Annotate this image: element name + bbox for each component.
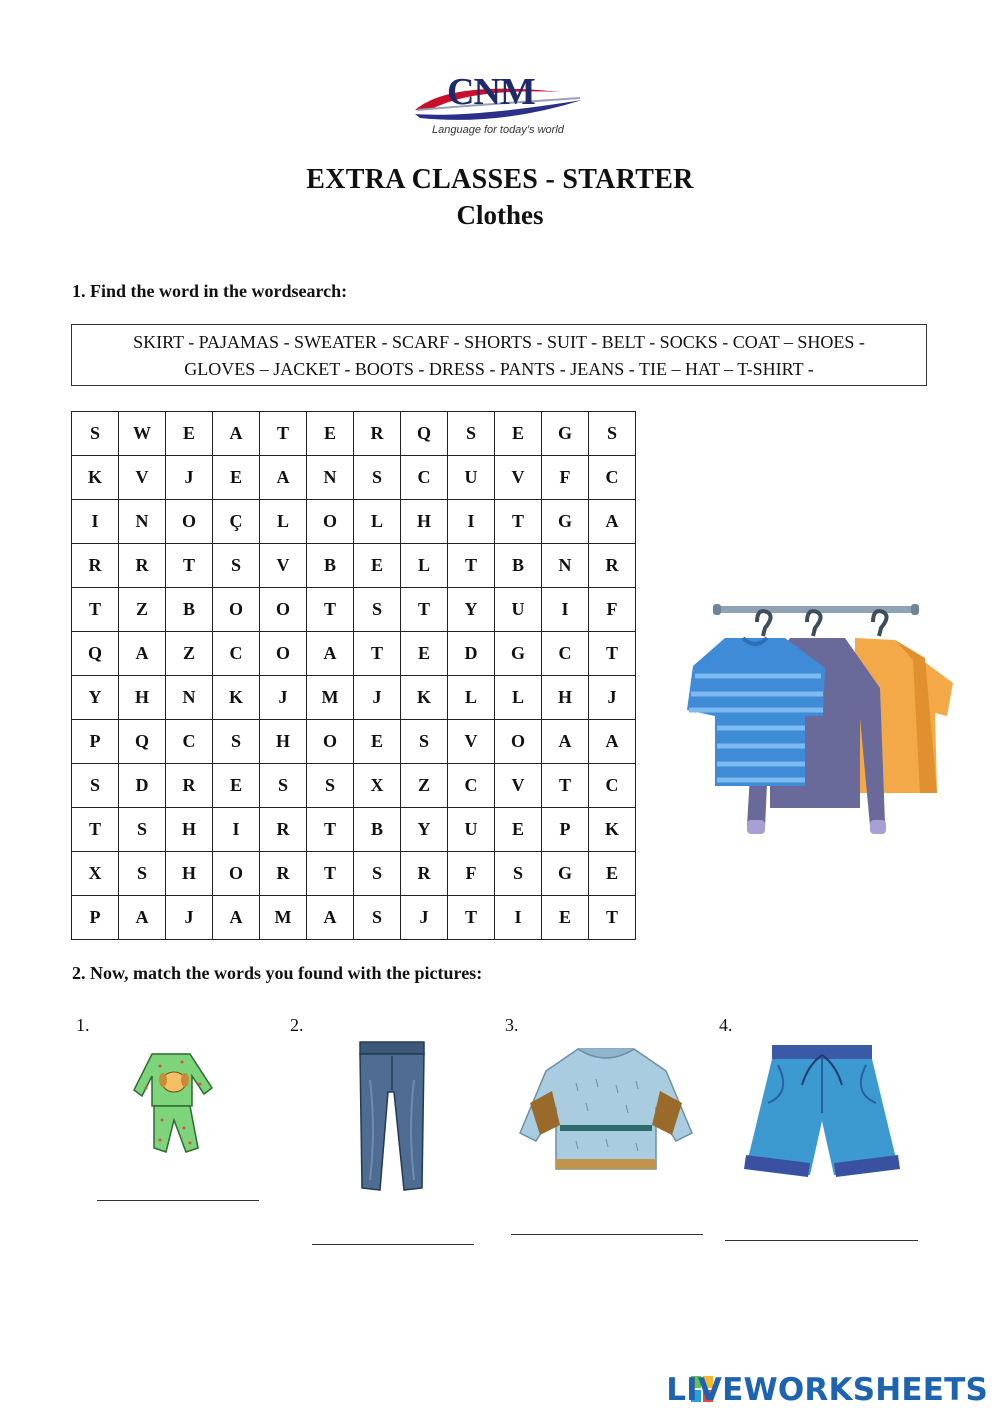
- wordsearch-cell[interactable]: M: [307, 676, 354, 720]
- wordsearch-cell[interactable]: E: [354, 720, 401, 764]
- wordsearch-cell[interactable]: E: [495, 808, 542, 852]
- wordsearch-cell[interactable]: R: [589, 544, 636, 588]
- wordsearch-cell[interactable]: Ç: [213, 500, 260, 544]
- wordsearch-cell[interactable]: I: [448, 500, 495, 544]
- wordsearch-cell[interactable]: S: [589, 412, 636, 456]
- wordsearch-cell[interactable]: O: [166, 500, 213, 544]
- section1-instruction: 1. Find the word in the wordsearch:: [72, 281, 348, 301]
- wordsearch-cell[interactable]: A: [213, 412, 260, 456]
- wordsearch-cell[interactable]: Y: [72, 676, 119, 720]
- wordsearch-cell[interactable]: T: [354, 632, 401, 676]
- wordsearch-cell[interactable]: A: [260, 456, 307, 500]
- wordsearch-cell[interactable]: A: [589, 500, 636, 544]
- wordsearch-cell[interactable]: E: [495, 412, 542, 456]
- wordsearch-row: [72, 500, 636, 544]
- wordsearch-cell[interactable]: T: [589, 632, 636, 676]
- wordsearch-cell[interactable]: E: [213, 456, 260, 500]
- wordsearch-cell[interactable]: A: [119, 632, 166, 676]
- item-number-2: 2.: [290, 1015, 304, 1035]
- wordsearch-cell[interactable]: J: [166, 896, 213, 940]
- wordsearch-cell[interactable]: I: [72, 500, 119, 544]
- wordsearch-cell[interactable]: M: [260, 896, 307, 940]
- wordsearch-row: [72, 852, 636, 896]
- wordsearch-cell[interactable]: S: [213, 720, 260, 764]
- wordsearch-cell[interactable]: N: [307, 456, 354, 500]
- wordsearch-cell[interactable]: F: [448, 852, 495, 896]
- wordsearch-cell[interactable]: S: [354, 896, 401, 940]
- word-list-line-2: GLOVES – JACKET - BOOTS - DRESS - PANTS - JEANS - TIE – HAT – T-SHIRT -: [184, 359, 814, 379]
- section2-instruction: 2. Now, match the words you found with the pictures:: [72, 963, 483, 983]
- wordsearch-row: [72, 720, 636, 764]
- wordsearch-cell[interactable]: L: [495, 676, 542, 720]
- wordsearch-cell[interactable]: Z: [166, 632, 213, 676]
- wordsearch-cell[interactable]: L: [260, 500, 307, 544]
- word-list-line-1: SKIRT - PAJAMAS - SWEATER - SCARF - SHORTS - SUIT - BELT - SOCKS - COAT – SHOES -: [133, 332, 865, 352]
- answer-line-4[interactable]: [725, 1240, 918, 1241]
- wordsearch-cell[interactable]: S: [119, 808, 166, 852]
- wordsearch-cell[interactable]: K: [213, 676, 260, 720]
- wordsearch-cell[interactable]: L: [401, 544, 448, 588]
- wordsearch-cell[interactable]: K: [589, 808, 636, 852]
- wordsearch-cell[interactable]: Z: [119, 588, 166, 632]
- wordsearch-cell[interactable]: V: [495, 456, 542, 500]
- wordsearch-cell[interactable]: H: [542, 676, 589, 720]
- wordsearch-cell[interactable]: L: [448, 676, 495, 720]
- wordsearch-cell[interactable]: T: [307, 852, 354, 896]
- wordsearch-cell[interactable]: T: [589, 896, 636, 940]
- wordsearch-cell[interactable]: J: [166, 456, 213, 500]
- wordsearch-cell[interactable]: U: [448, 808, 495, 852]
- wordsearch-cell[interactable]: A: [542, 720, 589, 764]
- wordsearch-cell[interactable]: A: [589, 720, 636, 764]
- wordsearch-cell[interactable]: W: [119, 412, 166, 456]
- wordsearch-cell[interactable]: E: [542, 896, 589, 940]
- wordsearch-cell[interactable]: E: [166, 412, 213, 456]
- wordsearch-cell[interactable]: O: [307, 500, 354, 544]
- wordsearch-cell[interactable]: G: [542, 412, 589, 456]
- wordsearch-cell[interactable]: A: [307, 632, 354, 676]
- wordsearch-cell[interactable]: G: [542, 852, 589, 896]
- wordsearch-cell[interactable]: V: [448, 720, 495, 764]
- wordsearch-cell[interactable]: C: [448, 764, 495, 808]
- wordsearch-cell[interactable]: E: [589, 852, 636, 896]
- wordsearch-cell[interactable]: B: [166, 588, 213, 632]
- wordsearch-row: [72, 632, 636, 676]
- wordsearch-cell[interactable]: T: [448, 544, 495, 588]
- sweater-icon: [516, 1043, 696, 1175]
- wordsearch-cell[interactable]: A: [307, 896, 354, 940]
- wordsearch-cell[interactable]: O: [495, 720, 542, 764]
- wordsearch-cell[interactable]: K: [401, 676, 448, 720]
- wordsearch-cell[interactable]: D: [119, 764, 166, 808]
- item-number-3: 3.: [505, 1015, 519, 1035]
- wordsearch-cell[interactable]: C: [589, 764, 636, 808]
- wordsearch-cell[interactable]: T: [401, 588, 448, 632]
- wordsearch-cell[interactable]: O: [260, 632, 307, 676]
- wordsearch-cell[interactable]: R: [72, 544, 119, 588]
- logo-text: CNM: [447, 71, 535, 113]
- wordsearch-cell[interactable]: R: [119, 544, 166, 588]
- wordsearch-cell[interactable]: T: [448, 896, 495, 940]
- answer-line-2[interactable]: [312, 1244, 474, 1245]
- item-number-1: 1.: [76, 1015, 90, 1035]
- wordsearch-cell[interactable]: V: [260, 544, 307, 588]
- wordsearch-cell[interactable]: S: [354, 456, 401, 500]
- pants-icon: [352, 1040, 432, 1195]
- page-subtitle: Clothes: [456, 200, 544, 230]
- wordsearch-cell[interactable]: F: [542, 456, 589, 500]
- wordsearch-cell[interactable]: T: [495, 500, 542, 544]
- wordsearch-cell[interactable]: H: [401, 500, 448, 544]
- item-number-4: 4.: [719, 1015, 733, 1035]
- wordsearch-cell[interactable]: Y: [448, 588, 495, 632]
- wordsearch-cell[interactable]: T: [260, 412, 307, 456]
- wordsearch-cell[interactable]: B: [495, 544, 542, 588]
- wordsearch-cell[interactable]: Q: [119, 720, 166, 764]
- wordsearch-cell[interactable]: S: [72, 412, 119, 456]
- wordsearch-row: [72, 588, 636, 632]
- wordsearch-cell[interactable]: C: [166, 720, 213, 764]
- wordsearch-cell[interactable]: G: [495, 632, 542, 676]
- word-list-box: [71, 324, 927, 386]
- wordsearch-cell[interactable]: S: [72, 764, 119, 808]
- wordsearch-cell[interactable]: I: [495, 896, 542, 940]
- wordsearch-cell[interactable]: T: [72, 808, 119, 852]
- wordsearch-cell[interactable]: C: [213, 632, 260, 676]
- wordsearch-cell[interactable]: T: [307, 588, 354, 632]
- wordsearch-cell[interactable]: I: [213, 808, 260, 852]
- wordsearch-cell[interactable]: X: [72, 852, 119, 896]
- wordsearch-cell[interactable]: J: [260, 676, 307, 720]
- wordsearch-cell[interactable]: T: [542, 764, 589, 808]
- page-title: EXTRA CLASSES - STARTER: [306, 164, 694, 195]
- wordsearch-cell[interactable]: E: [354, 544, 401, 588]
- wordsearch-cell[interactable]: V: [119, 456, 166, 500]
- wordsearch-cell[interactable]: A: [119, 896, 166, 940]
- wordsearch-cell[interactable]: B: [307, 544, 354, 588]
- wordsearch-cell[interactable]: S: [354, 852, 401, 896]
- wordsearch-cell[interactable]: E: [401, 632, 448, 676]
- wordsearch-cell[interactable]: R: [260, 808, 307, 852]
- wordsearch-cell[interactable]: K: [72, 456, 119, 500]
- wordsearch-cell[interactable]: C: [589, 456, 636, 500]
- wordsearch-cell[interactable]: R: [166, 764, 213, 808]
- wordsearch-cell[interactable]: S: [213, 544, 260, 588]
- wordsearch-cell[interactable]: J: [401, 896, 448, 940]
- wordsearch-cell[interactable]: F: [589, 588, 636, 632]
- wordsearch-cell[interactable]: P: [72, 896, 119, 940]
- wordsearch-cell[interactable]: E: [213, 764, 260, 808]
- wordsearch-cell[interactable]: J: [589, 676, 636, 720]
- wordsearch-cell[interactable]: R: [354, 412, 401, 456]
- wordsearch-cell[interactable]: O: [213, 852, 260, 896]
- wordsearch-row: [72, 676, 636, 720]
- wordsearch-row: [72, 764, 636, 808]
- wordsearch-cell[interactable]: U: [448, 456, 495, 500]
- wordsearch-row: [72, 896, 636, 940]
- wordsearch-cell[interactable]: O: [260, 588, 307, 632]
- clothes-rack-icon: [685, 598, 960, 848]
- wordsearch-row: [72, 412, 636, 456]
- wordsearch-cell[interactable]: E: [307, 412, 354, 456]
- shorts-icon: [742, 1043, 902, 1185]
- wordsearch-cell[interactable]: N: [166, 676, 213, 720]
- wordsearch-cell[interactable]: P: [72, 720, 119, 764]
- answer-line-3[interactable]: [511, 1234, 703, 1235]
- wordsearch-cell[interactable]: H: [119, 676, 166, 720]
- wordsearch-cell[interactable]: N: [119, 500, 166, 544]
- wordsearch-cell[interactable]: S: [401, 720, 448, 764]
- wordsearch-cell[interactable]: H: [166, 852, 213, 896]
- wordsearch-cell[interactable]: J: [354, 676, 401, 720]
- wordsearch-row: [72, 808, 636, 852]
- wordsearch-cell[interactable]: A: [213, 896, 260, 940]
- wordsearch-cell[interactable]: L: [354, 500, 401, 544]
- wordsearch-cell[interactable]: T: [72, 588, 119, 632]
- wordsearch-cell[interactable]: S: [119, 852, 166, 896]
- wordsearch-cell[interactable]: Q: [72, 632, 119, 676]
- wordsearch-cell[interactable]: R: [260, 852, 307, 896]
- wordsearch-cell[interactable]: S: [307, 764, 354, 808]
- wordsearch-cell[interactable]: Q: [401, 412, 448, 456]
- wordsearch-cell[interactable]: D: [448, 632, 495, 676]
- wordsearch-cell[interactable]: R: [401, 852, 448, 896]
- wordsearch-cell[interactable]: S: [260, 764, 307, 808]
- wordsearch-cell[interactable]: S: [354, 588, 401, 632]
- wordsearch-grid: [71, 411, 636, 940]
- wordsearch-cell[interactable]: V: [495, 764, 542, 808]
- wordsearch-cell[interactable]: C: [401, 456, 448, 500]
- wordsearch-cell[interactable]: Z: [401, 764, 448, 808]
- wordsearch-cell[interactable]: N: [542, 544, 589, 588]
- wordsearch-cell[interactable]: U: [495, 588, 542, 632]
- wordsearch-cell[interactable]: G: [542, 500, 589, 544]
- wordsearch-row: [72, 456, 636, 500]
- wordsearch-cell[interactable]: H: [166, 808, 213, 852]
- wordsearch-cell[interactable]: Y: [401, 808, 448, 852]
- wordsearch-cell[interactable]: C: [542, 632, 589, 676]
- wordsearch-cell[interactable]: I: [542, 588, 589, 632]
- wordsearch-cell[interactable]: T: [307, 808, 354, 852]
- wordsearch-cell[interactable]: O: [307, 720, 354, 764]
- wordsearch-cell[interactable]: B: [354, 808, 401, 852]
- wordsearch-cell[interactable]: S: [495, 852, 542, 896]
- wordsearch-cell[interactable]: S: [448, 412, 495, 456]
- answer-line-1[interactable]: [97, 1200, 259, 1201]
- liveworksheets-brand[interactable]: LIVEWORKSHEETS: [666, 1372, 988, 1408]
- wordsearch-cell[interactable]: O: [213, 588, 260, 632]
- wordsearch-cell[interactable]: P: [542, 808, 589, 852]
- pajamas-icon: [132, 1048, 217, 1158]
- wordsearch-row: [72, 544, 636, 588]
- wordsearch-cell[interactable]: X: [354, 764, 401, 808]
- logo-tagline: Language for today’s world: [432, 124, 564, 136]
- wordsearch-cell[interactable]: T: [166, 544, 213, 588]
- wordsearch-cell[interactable]: H: [260, 720, 307, 764]
